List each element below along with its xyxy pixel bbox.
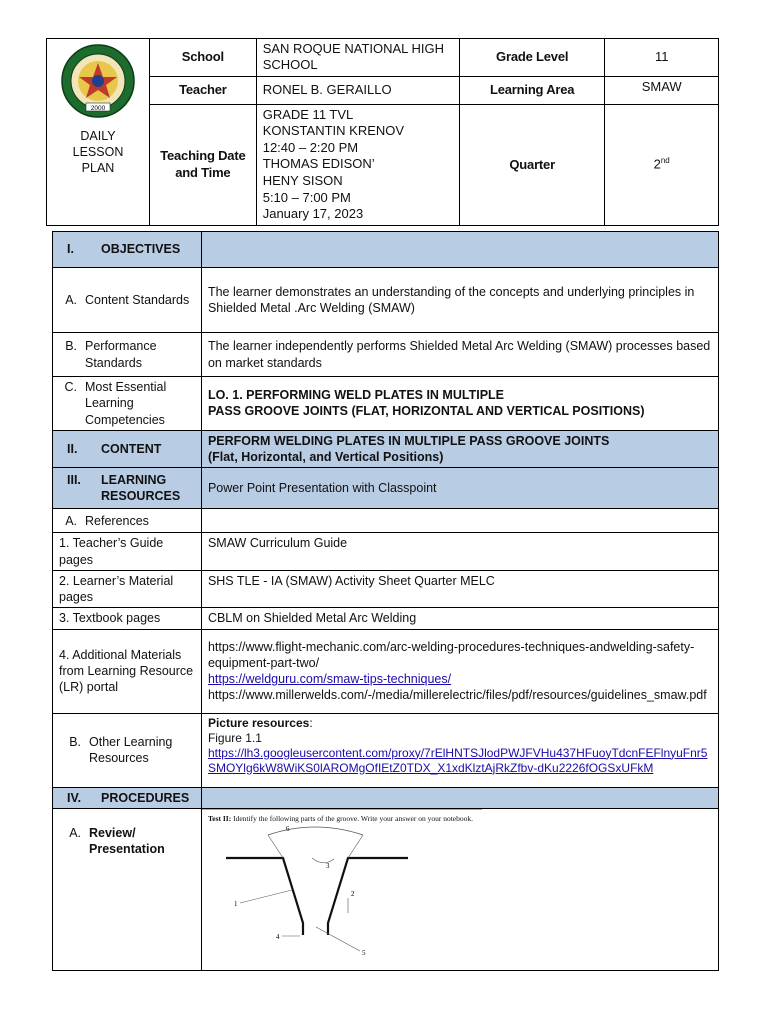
performance-standards-row xyxy=(53,333,719,377)
section-title: OBJECTIVES xyxy=(101,242,181,257)
performance-standards-label xyxy=(53,333,202,377)
review-label xyxy=(53,808,202,970)
references-label xyxy=(53,509,202,533)
section-title-line2: RESOURCES xyxy=(101,489,181,504)
diagram-mark: 6 xyxy=(285,824,290,833)
content-text xyxy=(201,430,718,468)
textbook-label: 3. Textbook pages xyxy=(53,608,202,629)
quarter-label: Quarter xyxy=(459,104,604,225)
textbook-value: CBLM on Shielded Metal Arc Welding xyxy=(201,608,718,629)
procedures-header-empty xyxy=(201,787,718,808)
section-number: II. xyxy=(67,441,78,456)
dlp-label-line3: PLAN xyxy=(81,161,115,176)
diagram-mark: 3 xyxy=(325,861,330,870)
objectives-heading xyxy=(53,232,202,268)
date-line: HENY SISON xyxy=(262,173,343,188)
quarter-number: 2 xyxy=(653,156,661,172)
date-line: 5:10 – 7:00 PM xyxy=(262,189,351,205)
resources-heading xyxy=(53,468,202,509)
date-line: GRADE 11 TVL xyxy=(262,106,354,122)
teaching-date-label xyxy=(150,104,257,225)
item-label: Content Standards xyxy=(85,292,190,307)
review-label-line1: Review/ xyxy=(89,825,136,840)
item-letter: B. xyxy=(65,339,77,354)
section-title-line1: LEARNING xyxy=(101,473,167,487)
melc-line1: LO. 1. PERFORMING WELD PLATES IN MULTIPLE xyxy=(207,388,505,403)
content-standards-text: The learner demonstrates an understanding of the concepts and underlying principles in Shielded Metal .Arc Welding (SMAW) xyxy=(201,268,718,333)
objectives-header-row xyxy=(53,232,719,268)
teacher-label: Teacher xyxy=(150,76,257,104)
review-content xyxy=(201,808,718,970)
melc-label xyxy=(53,377,202,431)
date-line: KONSTANTIN KRENOV xyxy=(262,123,405,139)
school-seal-logo xyxy=(53,43,143,119)
item-letter: A. xyxy=(65,292,77,307)
picture-resources-label: Picture resources xyxy=(207,715,310,730)
additional-material-link[interactable]: https://www.millerwelds.com/-/media/millerelectric/files/pdf/resources/guidelines_smaw.pdf xyxy=(207,688,707,703)
other-resources-label xyxy=(53,713,202,787)
section-number: I. xyxy=(67,242,74,257)
diagram-mark: 2 xyxy=(350,889,355,898)
references-row xyxy=(53,509,719,533)
teaching-date-label-line2: and Time xyxy=(175,164,231,180)
logo-cell xyxy=(47,39,150,226)
item-label: Performance Standards xyxy=(85,339,157,370)
item-letter: A. xyxy=(69,825,81,840)
content-row xyxy=(53,430,719,468)
diagram-mark: 5 xyxy=(361,948,366,957)
learning-area-value: SMAW xyxy=(605,76,719,104)
performance-standards-text: The learner independently performs Shielded Metal Arc Welding (SMAW) processes based on market standards xyxy=(201,333,718,377)
date-line: January 17, 2023 xyxy=(262,206,364,222)
date-line: 12:40 – 2:20 PM xyxy=(262,139,359,155)
content-standards-label xyxy=(53,268,202,333)
review-row xyxy=(53,808,719,970)
diagram-mark: 1 xyxy=(233,899,238,908)
references-empty xyxy=(201,509,718,533)
section-number: III. xyxy=(67,473,81,487)
item-letter: C. xyxy=(64,380,77,394)
additional-material-link[interactable]: https://www.flight-mechanic.com/arc-welding-procedures-techniques-andwelding-safety-equipment-part-two/ xyxy=(207,639,695,670)
quarter-suffix: nd xyxy=(660,156,670,166)
item-label: Other Learning Resources xyxy=(89,734,173,765)
item-letter: A. xyxy=(65,513,77,528)
date-line: THOMAS EDISON’ xyxy=(262,156,375,172)
additional-materials-links xyxy=(201,629,718,713)
resources-row xyxy=(53,468,719,509)
diagram-mark: 4 xyxy=(275,932,280,941)
learners-material-label: 2. Learner’s Material pages xyxy=(53,570,202,608)
objectives-header-empty xyxy=(201,232,718,268)
content-line2: (Flat, Horizontal, and Vertical Positions) xyxy=(207,450,444,464)
item-label: Most Essential Learning Competencies xyxy=(85,380,167,427)
figure-label: Figure 1.1 xyxy=(207,730,262,745)
grade-level-label: Grade Level xyxy=(459,39,604,77)
bevel-angle-arc xyxy=(312,858,334,863)
lesson-plan-table xyxy=(52,231,719,971)
resources-text: Power Point Presentation with Classpoint xyxy=(201,468,718,509)
additional-materials-row xyxy=(53,629,719,713)
test-instructions xyxy=(202,809,482,823)
test-title: Test II: xyxy=(207,813,232,823)
quarter-value xyxy=(605,104,719,225)
content-standards-row xyxy=(53,268,719,333)
melc-line2: PASS GROOVE JOINTS (FLAT, HORIZONTAL AND VERTICAL POSITIONS) xyxy=(207,404,645,419)
item-label: References xyxy=(85,513,149,528)
teachers-guide-value: SMAW Curriculum Guide xyxy=(201,533,718,571)
test-text: Identify the following parts of the groove. Write your answer on your notebook. xyxy=(233,813,474,823)
grade-level-value: 11 xyxy=(605,39,719,77)
section-title: PROCEDURES xyxy=(101,790,190,805)
teaching-date-value xyxy=(256,104,459,225)
section-title: CONTENT xyxy=(101,441,162,456)
section-number: IV. xyxy=(67,790,82,805)
school-value: SAN ROQUE NATIONAL HIGH SCHOOL xyxy=(256,39,459,77)
procedures-header-row xyxy=(53,787,719,808)
other-resources-row xyxy=(53,713,719,787)
item-letter: B. xyxy=(69,734,81,749)
teachers-guide-row xyxy=(53,533,719,571)
content-heading xyxy=(53,430,202,468)
right-plate-outline xyxy=(325,858,408,935)
groove-joint-diagram xyxy=(208,823,418,958)
additional-material-link[interactable]: https://weldguru.com/smaw-tips-techniques/ xyxy=(207,672,452,686)
textbook-row xyxy=(53,608,719,629)
teacher-value: RONEL B. GERAILLO xyxy=(256,76,459,104)
header-table xyxy=(46,38,719,226)
review-label-line2: Presentation xyxy=(89,842,165,856)
figure-link[interactable]: https://lh3.googleusercontent.com/proxy/7rElHNTSJlodPWJFVHu437HFuoyTdcnFEFlnyuFnr5SMOYlg6kW8WiKS0lAROMgOfIEtZ0TDX_X1xdKlztAjRkZfbv-dKu2226fOGSxUFkM xyxy=(207,745,708,775)
melc-row xyxy=(53,377,719,431)
learning-area-label: Learning Area xyxy=(459,76,604,104)
learners-material-value: SHS TLE - IA (SMAW) Activity Sheet Quarter MELC xyxy=(201,570,718,608)
content-line1: PERFORM WELDING PLATES IN MULTIPLE PASS GROOVE JOINTS xyxy=(207,433,610,448)
other-resources-content: Picture resources: Figure 1.1 https://lh3.googleusercontent.com/proxy/7rElHNTSJlodPWJFVHu437HFuoyTdcnFEFlnyuFnr5SMOYlg6kW8WiKS0lAROMgOfIEtZ0TDX_X1xdKlztAjRkZfbv-dKu2226fOGSxUFkM xyxy=(201,713,718,787)
dlp-label-line2: LESSON xyxy=(72,144,124,159)
dlp-label-line1: DAILY xyxy=(80,128,116,143)
procedures-heading xyxy=(53,787,202,808)
learners-material-row xyxy=(53,570,719,608)
melc-text xyxy=(201,377,718,431)
left-plate-outline xyxy=(226,858,303,935)
additional-materials-label: 4. Additional Materials from Learning Resource (LR) portal xyxy=(53,629,202,713)
school-label: School xyxy=(150,39,257,77)
svg-text:2000: 2000 xyxy=(90,105,106,112)
teaching-date-label-line1: Teaching Date xyxy=(160,148,246,164)
groove-angle-arc xyxy=(268,824,363,835)
teachers-guide-label: 1. Teacher’s Guide pages xyxy=(53,533,202,571)
